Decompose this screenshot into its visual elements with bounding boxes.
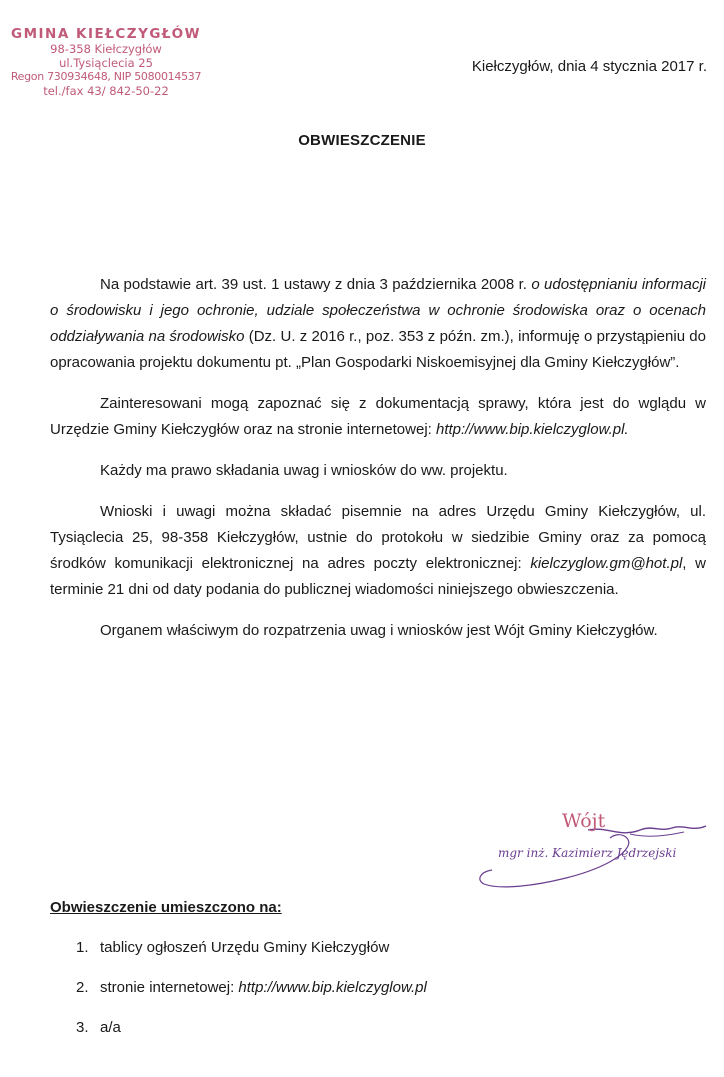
list-item-number: 1. — [76, 939, 89, 956]
paragraph-legal-basis — [50, 272, 706, 376]
list-item — [50, 938, 690, 978]
list-item-text: stronie internetowej: — [100, 979, 239, 996]
signature-title: Wójt — [562, 810, 606, 832]
contact-email-link[interactable]: kielczyglow.gm@hot.pl — [530, 555, 683, 572]
paragraph-legal-basis-rest: (Dz. U. z 2016 r., poz. 353 z późn. zm.), informuję o przystąpieniu do opracowania projektu dokumentu pt. „Plan Gospodarki Niskoemisyjnej dla Gminy Kiełczygłów”. — [50, 328, 706, 371]
paragraph-submission-deadline: , w terminie 21 dni od daty podania do publicznej wiadomości niniejszego obwieszczenia. — [50, 555, 707, 598]
list-item — [50, 1018, 690, 1058]
paragraph-documentation — [50, 391, 706, 443]
stamp-registry-numbers: Regon 730934648, NIP 5080014537 — [10, 70, 202, 83]
notice-body — [50, 272, 706, 644]
office-stamp — [8, 26, 204, 98]
list-item-number: 3. — [76, 1019, 89, 1036]
publication-heading: Obwieszczenie umieszczono na: — [50, 899, 282, 916]
publication-list — [50, 938, 690, 1058]
list-item-text: tablicy ogłoszeń Urzędu Gminy Kiełczygłów — [100, 939, 390, 956]
list-item — [50, 978, 690, 1018]
paragraph-right-to-comment: Każdy ma prawo składania uwag i wniosków do ww. projektu. — [100, 462, 508, 479]
act-title: o udostępnianiu informacji o środowisku i jego ochronie, udziale społeczeństwa w ochronie środowiska oraz o ocenach oddziaływania na środowisko — [50, 276, 707, 345]
paragraph-competent-authority: Organem właściwym do rozpatrzenia uwag i wniosków jest Wójt Gminy Kiełczygłów. — [100, 622, 658, 639]
place-and-date: Kiełczygłów, dnia 4 stycznia 2017 r. — [471, 58, 707, 75]
stamp-office-name: GMINA KIEŁCZYGŁÓW — [11, 26, 201, 42]
paragraph-submission-methods — [50, 499, 706, 603]
document-title: OBWIESZCZENIE — [298, 132, 426, 149]
bip-website-link[interactable]: http://www.bip.kielczyglow.pl — [238, 979, 427, 996]
paragraph-documentation-text: Zainteresowani mogą zapoznać się z dokumentacją sprawy, która jest do wglądu w Urzędzie Gminy Kiełczygłów oraz na stronie internetowej: — [50, 395, 706, 438]
signatory-name: mgr inż. Kazimierz Jędrzejski — [498, 846, 677, 860]
stamp-postal-address: 98-358 Kiełczygłów — [50, 42, 162, 56]
paragraph-legal-basis-intro: Na podstawie art. 39 ust. 1 ustawy z dnia 3 października 2008 r. — [100, 276, 532, 293]
bip-website-link[interactable]: http://www.bip.kielczyglow.pl. — [436, 421, 629, 438]
list-item-number: 2. — [76, 979, 89, 996]
stamp-phone: tel./fax 43/ 842-50-22 — [43, 84, 169, 98]
list-item-text: a/a — [100, 1019, 121, 1036]
paragraph-submission-text: Wnioski i uwagi można składać pisemnie na adres Urzędu Gminy Kiełczygłów, ul. Tysiąclecia 25, 98-358 Kiełczygłów, ustnie do protokołu w siedzibie Gminy oraz za pomocą środków komunikacji elektronicznej na adres poczty elektronicznej: — [50, 503, 706, 572]
stamp-street: ul.Tysiąclecia 25 — [59, 56, 153, 70]
signature-block — [470, 808, 720, 903]
